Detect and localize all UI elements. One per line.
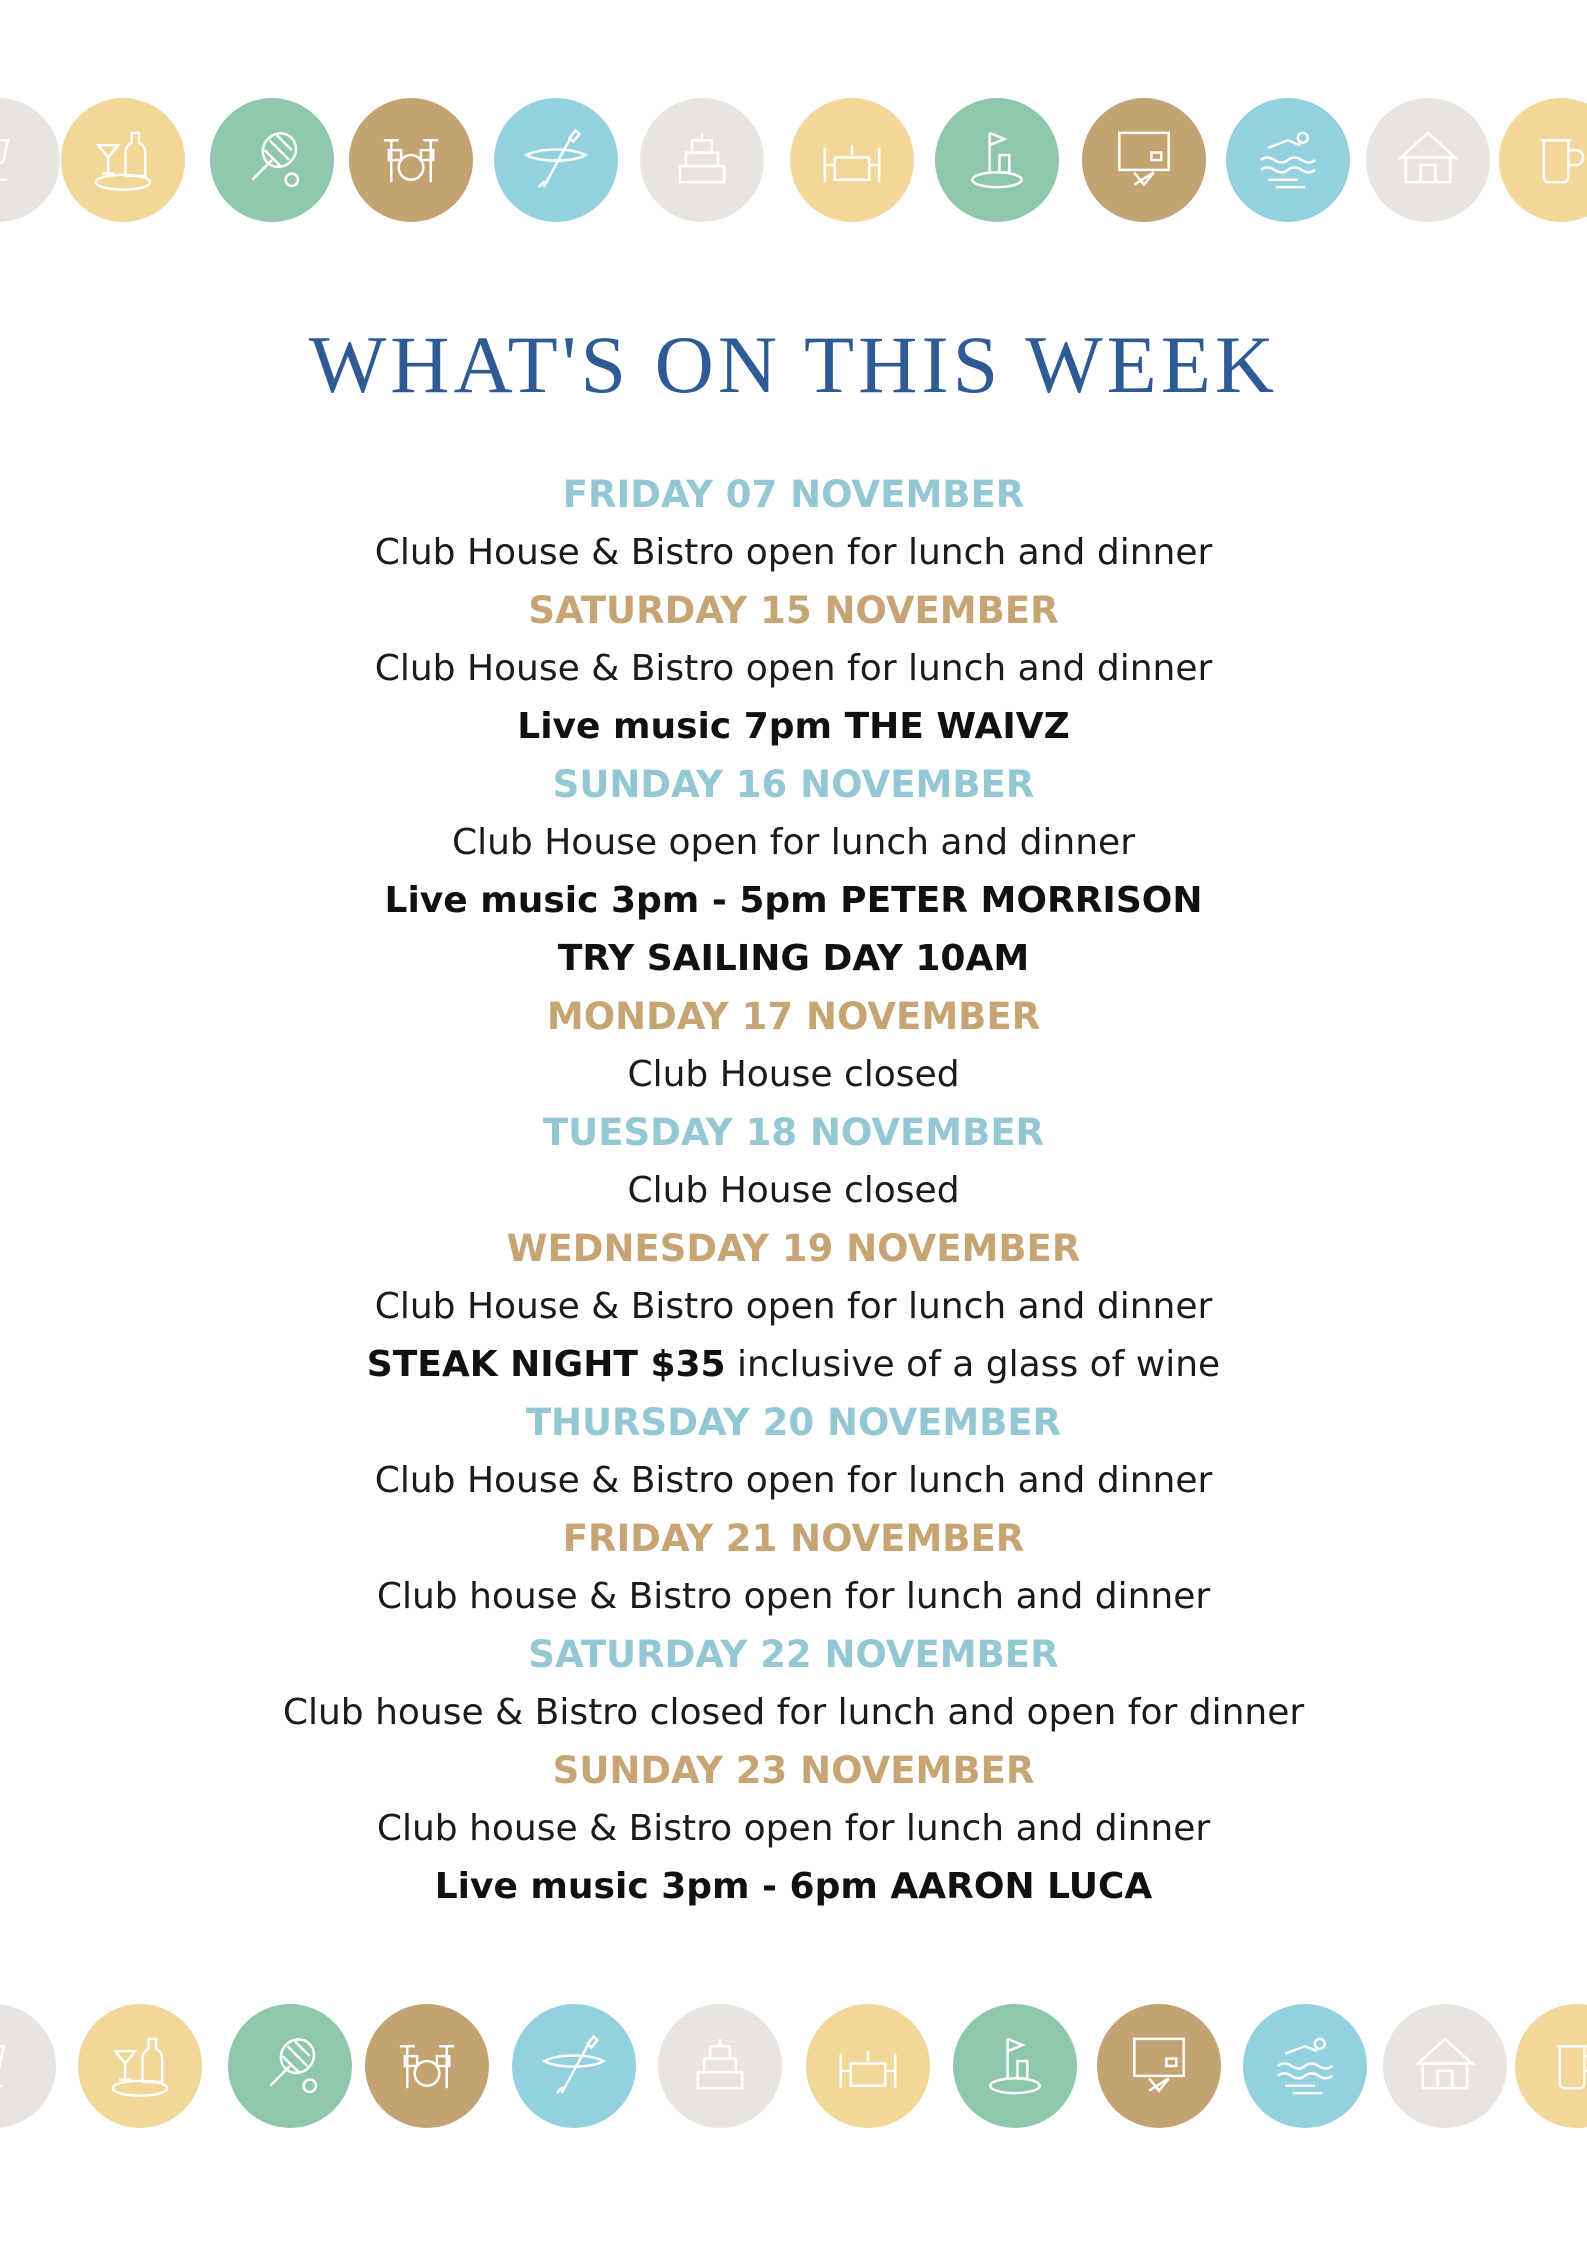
drums-icon bbox=[365, 2004, 489, 2128]
steak-night-label: STEAK NIGHT $35 bbox=[366, 1344, 726, 1385]
tent-icon bbox=[1366, 98, 1490, 222]
cake-icon bbox=[640, 98, 764, 222]
cocktail-wine-icon bbox=[61, 98, 185, 222]
glass-icon bbox=[0, 98, 60, 222]
event-highlight: Live music 7pm THE WAIVZ bbox=[517, 706, 1070, 747]
drums-icon bbox=[349, 98, 473, 222]
schedule bbox=[0, 466, 1587, 1916]
kayak-icon bbox=[512, 2004, 636, 2128]
day-heading: TUESDAY 18 NOVEMBER bbox=[542, 1111, 1045, 1154]
event-highlight: TRY SAILING DAY 10AM bbox=[557, 938, 1030, 979]
coffee-icon bbox=[1515, 2004, 1587, 2128]
schedule-line: Club House closed bbox=[627, 1054, 960, 1095]
coffee-icon bbox=[1499, 98, 1587, 222]
pool-icon bbox=[1226, 98, 1350, 222]
day-heading: SUNDAY 16 NOVEMBER bbox=[552, 763, 1035, 806]
schedule-line: Club House & Bistro open for lunch and dinner bbox=[374, 532, 1213, 573]
top-icon-strip bbox=[0, 98, 1587, 224]
schedule-line: Club House & Bistro open for lunch and dinner bbox=[374, 1286, 1213, 1327]
cinema-icon bbox=[1097, 2004, 1221, 2128]
schedule-line: Club House & Bistro open for lunch and dinner bbox=[374, 648, 1213, 689]
day-heading: FRIDAY 21 NOVEMBER bbox=[562, 1517, 1025, 1560]
bottom-icon-strip bbox=[0, 2004, 1587, 2130]
day-heading: WEDNESDAY 19 NOVEMBER bbox=[506, 1227, 1081, 1270]
pool-icon bbox=[1243, 2004, 1367, 2128]
page-title: WHAT'S ON THIS WEEK bbox=[308, 319, 1279, 410]
event-highlight: Live music 3pm - 6pm AARON LUCA bbox=[434, 1866, 1153, 1907]
schedule-line: Club house & Bistro open for lunch and dinner bbox=[376, 1808, 1211, 1849]
golf-icon bbox=[935, 98, 1059, 222]
dining-table-icon bbox=[806, 2004, 930, 2128]
event-highlight: Live music 3pm - 5pm PETER MORRISON bbox=[384, 880, 1203, 921]
schedule-line: Club House closed bbox=[627, 1170, 960, 1211]
glass-icon bbox=[0, 2004, 56, 2128]
cake-icon bbox=[658, 2004, 782, 2128]
dining-table-icon bbox=[790, 98, 914, 222]
tennis-icon bbox=[228, 2004, 352, 2128]
day-heading: THURSDAY 20 NOVEMBER bbox=[525, 1401, 1062, 1444]
schedule-line: Club House open for lunch and dinner bbox=[451, 822, 1136, 863]
golf-icon bbox=[953, 2004, 1077, 2128]
schedule-line: Club house & Bistro open for lunch and dinner bbox=[376, 1576, 1211, 1617]
day-heading: SATURDAY 22 NOVEMBER bbox=[528, 1633, 1059, 1676]
tennis-icon bbox=[210, 98, 334, 222]
day-heading: SATURDAY 15 NOVEMBER bbox=[528, 589, 1059, 632]
schedule-line: Club House & Bistro open for lunch and dinner bbox=[374, 1460, 1213, 1501]
kayak-icon bbox=[494, 98, 618, 222]
day-heading: FRIDAY 07 NOVEMBER bbox=[562, 473, 1025, 516]
cinema-icon bbox=[1082, 98, 1206, 222]
tent-icon bbox=[1383, 2004, 1507, 2128]
steak-night-detail: inclusive of a glass of wine bbox=[725, 1344, 1221, 1385]
steak-night-line bbox=[0, 1336, 1587, 1394]
day-heading: MONDAY 17 NOVEMBER bbox=[546, 995, 1041, 1038]
schedule-line: Club house & Bistro closed for lunch and open for dinner bbox=[282, 1692, 1305, 1733]
cocktail-wine-icon bbox=[78, 2004, 202, 2128]
day-heading: SUNDAY 23 NOVEMBER bbox=[552, 1749, 1035, 1792]
